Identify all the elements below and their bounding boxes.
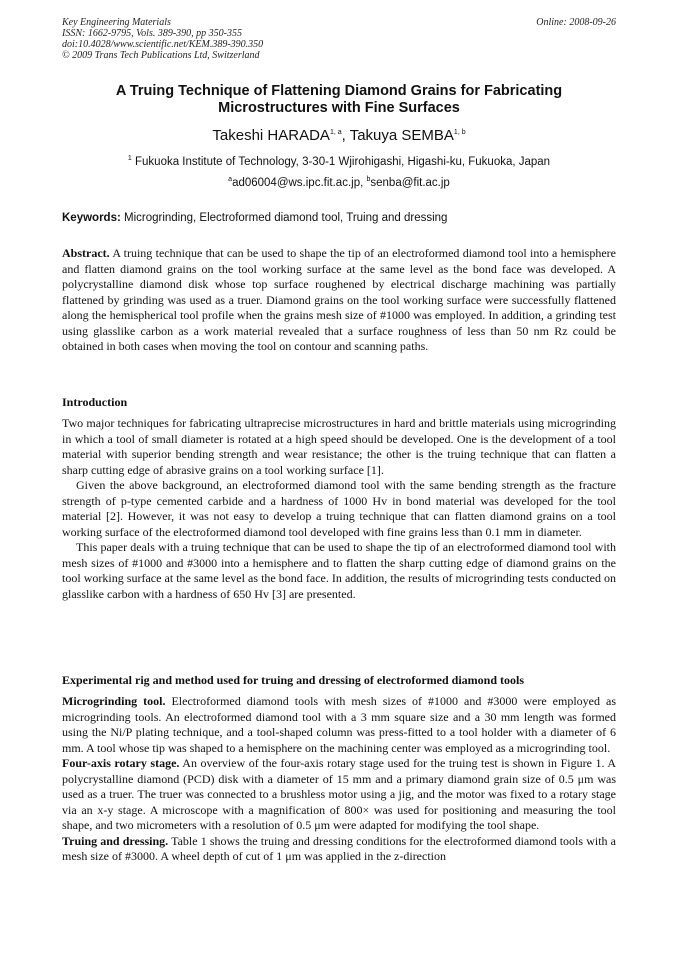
email-separator: , — [360, 177, 367, 189]
truing-text: Table 1 shows the truing and dressing conditions for the electroformed diamond tools with a mesh size of #3000. A wheel depth of cut of 1 μm was applied in the z-direction — [62, 833, 616, 863]
abstract — [62, 246, 616, 355]
truing-label: Truing and dressing. — [62, 833, 169, 848]
introduction-body — [62, 416, 616, 602]
experimental-body — [62, 694, 616, 865]
introduction-heading: Introduction — [62, 395, 128, 409]
microgrinding-tool-paragraph — [62, 694, 616, 756]
copyright-line: © 2009 Trans Tech Publications Ltd, Switzerland — [62, 50, 260, 61]
affiliation-text: Fukuoka Institute of Technology, 3-30-1 Wjirohigashi, Higashi-ku, Fukuoka, Japan — [131, 156, 551, 168]
online-date: Online: 2008-09-26 — [536, 17, 616, 28]
keywords-label: Keywords: — [62, 212, 121, 224]
title-line-2: Microstructures with Fine Surfaces — [218, 100, 460, 116]
email-a-mark: a — [228, 176, 233, 184]
issn-line: ISSN: 1662-9795, Vols. 389-390, pp 350-355 — [62, 28, 242, 39]
author-1: Takeshi HARADA — [212, 127, 330, 144]
abstract-label: Abstract. — [62, 246, 110, 260]
microgrinding-tool-label: Microgrinding tool. — [62, 694, 166, 708]
keywords-text: Microgrinding, Electroformed diamond tool, Truing and dressing — [120, 212, 448, 224]
author-2-affil: 1, b — [453, 129, 466, 136]
author-separator: , — [341, 127, 350, 144]
rotary-stage-text: An overview of the four-axis rotary stage used for the truing test is shown in Figure 1. A polycrystalline diamond (PCD) disk with a diameter of 15 mm and a primary diamond grain size of 0.5 μm was used as a truer. The truer was connected to a brushless motor using a jig, and the motor was fixed to a rotary stage via an x-y stage. A microscope with a magnification of 800× was used for positioning and measuring the tool shape, and two micrometers with a resolution of 0.5 μm were adapted for modifying the tool shape. — [62, 756, 617, 832]
intro-paragraph-1: Two major techniques for fabricating ultraprecise microstructures in hard and brittle materials using microgrinding in which a tool of small diameter is rotated at a high speed should be developed. One is the development of a tool material with superior bending strength and wear resistance; the other is the truing technique that can flatten a sharp cutting edge of abrasive grains on a tool working surface [1]. — [62, 416, 616, 477]
experimental-heading: Experimental rig and method used for truing and dressing of electroformed diamond tools — [62, 673, 525, 687]
email-b-mark: b — [366, 176, 371, 184]
abstract-text: A truing technique that can be used to shape the tip of an electroformed diamond tool into a hemisphere and flatten diamond grains on the tool working surface at the same level as the bond face was developed. A polycrystalline diamond disk whose top surface roughened by electrical discharge machining was partially flattened by grinding was used as a truer. Diamond grains on the tool working surface were successfully flattened along the hemispherical tool profile when the grains mesh size of #1000 was employed. In addition, a grinding test using glasslike carbon as a work material revealed that a surface roughness of less than 50 nm Rz could be obtained in both cases when moving the tool on contour and scanning paths. — [62, 246, 616, 353]
affiliation-mark: 1 — [127, 155, 132, 163]
intro-paragraph-2: Given the above background, an electroformed diamond tool with the same bending strength as the fracture strength of p-type cemented carbide and a hardness of 1000 Hv in bond material was developed for the tool material [2]. However, it was not easy to develop a truing technique that can flatten diamond grains on a tool working surface of the electroformed diamond tool developed with fine grains less than 0.1 mm in diameter. — [62, 478, 616, 539]
email-line — [62, 177, 616, 189]
doi-line: doi:10.4028/www.scientific.net/KEM.389-390.350 — [62, 39, 264, 50]
affiliation — [62, 156, 616, 168]
keywords — [62, 212, 616, 224]
paper-title — [62, 83, 616, 117]
journal-header — [62, 17, 263, 61]
author-1-affil: 1, a — [329, 129, 342, 136]
email-a: ad06004@ws.ipc.fit.ac.jp — [232, 177, 361, 189]
author-2: Takuya SEMBA — [349, 127, 454, 144]
journal-name: Key Engineering Materials — [62, 17, 171, 28]
title-line-1: A Truing Technique of Flattening Diamond Grains for Fabricating — [115, 83, 563, 99]
rotary-stage-label: Four-axis rotary stage. — [62, 756, 180, 770]
email-b: senba@fit.ac.jp — [370, 177, 450, 189]
rotary-stage-paragraph — [62, 756, 616, 834]
intro-paragraph-3: This paper deals with a truing technique that can be used to shape the tip of an electroformed diamond tool with mesh sizes of #1000 and #3000 into a hemisphere and to flatten the sharp cutting edge of diamond grains on the tool working surface at the same level as the bond face. In addition, the results of microgrinding tests conducted on glasslike carbon with a hardness of 650 Hv [3] are presented. — [62, 540, 616, 601]
truing-paragraph — [62, 834, 616, 865]
author-list — [62, 127, 616, 144]
microgrinding-tool-text: Electroformed diamond tools with mesh sizes of #1000 and #3000 were employed as microgrinding tools. An electroformed diamond tool with a 3 mm square size and a 30 mm length was formed using the Ni/P plating technique, and a tool-shaped column was press-fitted to a tool holder with a diameter of 6 mm. A tool whose tip was shaped to a hemisphere on the machining center was employed as a microgrinding tool. — [62, 694, 616, 755]
